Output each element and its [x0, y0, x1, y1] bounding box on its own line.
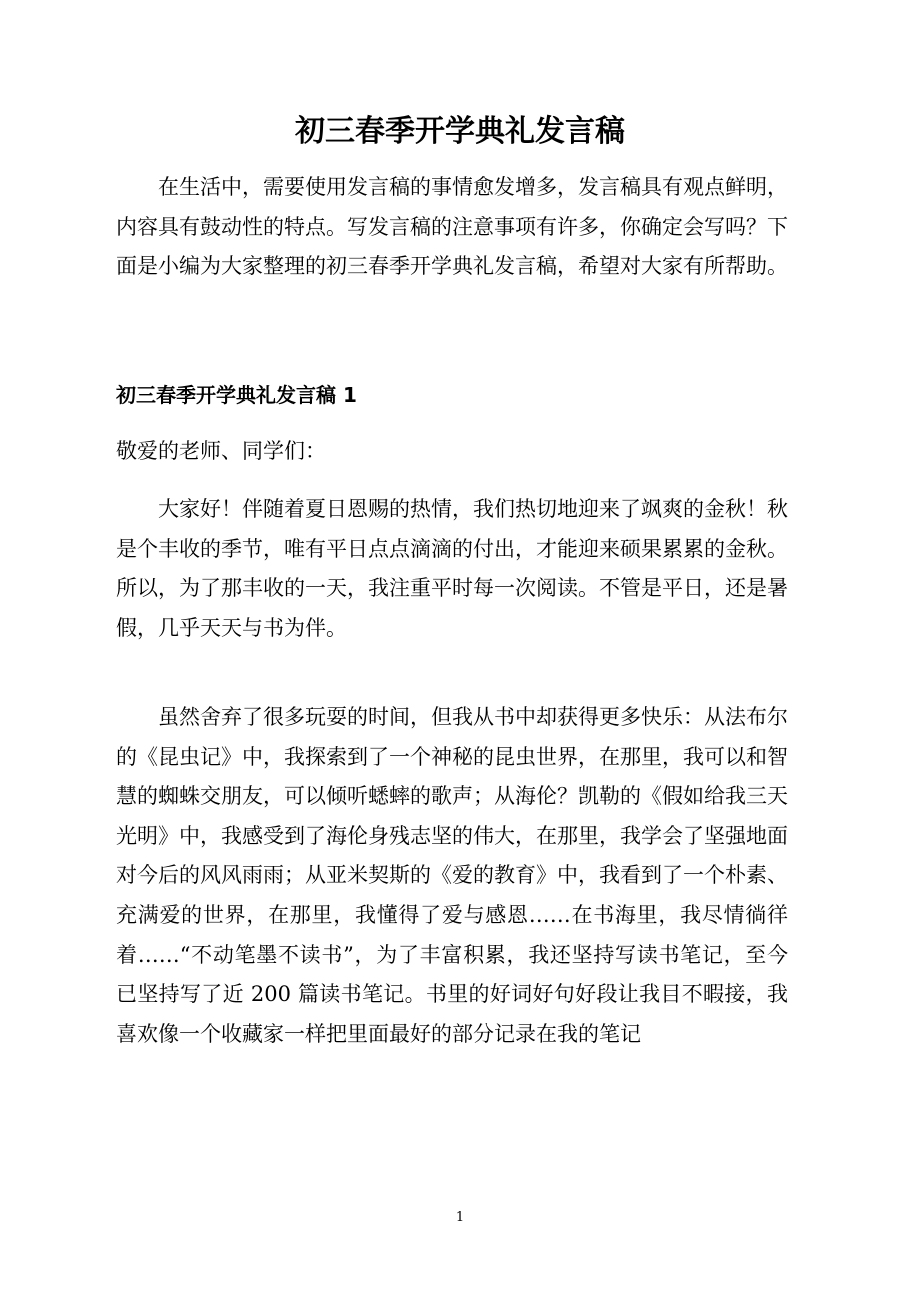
section-heading: 初三春季开学典礼发言稿 1 [116, 383, 357, 407]
page-number: 1 [455, 1210, 465, 1225]
intro-paragraph: 在生活中，需要使用发言稿的事情愈发增多，发言稿具有观点鲜明，内容具有鼓动性的特点。写发言稿的注意事项有许多，你确定会写吗？下面是小编为大家整理的初三春季开学典礼发言稿，希望对大家有所帮助。 [116, 175, 788, 279]
document-title: 初三春季开学典礼发言稿 [295, 114, 625, 149]
body-paragraph-2: 虽然舍弃了很多玩耍的时间，但我从书中却获得更多快乐：从法布尔的《昆虫记》中，我探索到了一个神秘的昆虫世界，在那里，我可以和智慧的蜘蛛交朋友，可以倾听蟋蟀的歌声；从海伦？凯勒的《假如给我三天光明》中，我感受到了海伦身残志坚的伟大，在那里，我学会了坚强地面对今后的风风雨雨；从亚米契斯的《爱的教育》中，我看到了一个朴素、充满爱的世界，在那里，我懂得了爱与感恩……在书海里，我尽情徜徉着……“不动笔墨不读书”，为了丰富积累，我还坚持写读书笔记，至今已坚持写了近 200 篇读书笔记。书里的好词好句好段让我目不暇接，我喜欢像一个收藏家一样把里面最好的部分记录在我的笔记 [116, 705, 788, 1046]
greeting-line: 敬爱的老师、同学们： [116, 439, 326, 463]
body-paragraph-1: 大家好！伴随着夏日恩赐的热情，我们热切地迎来了飒爽的金秋！秋是个丰收的季节，唯有平日点点滴滴的付出，才能迎来硕果累累的金秋。所以，为了那丰收的一天，我注重平时每一次阅读。不管是平日，还是暑假，几乎天天与书为伴。 [116, 497, 788, 640]
